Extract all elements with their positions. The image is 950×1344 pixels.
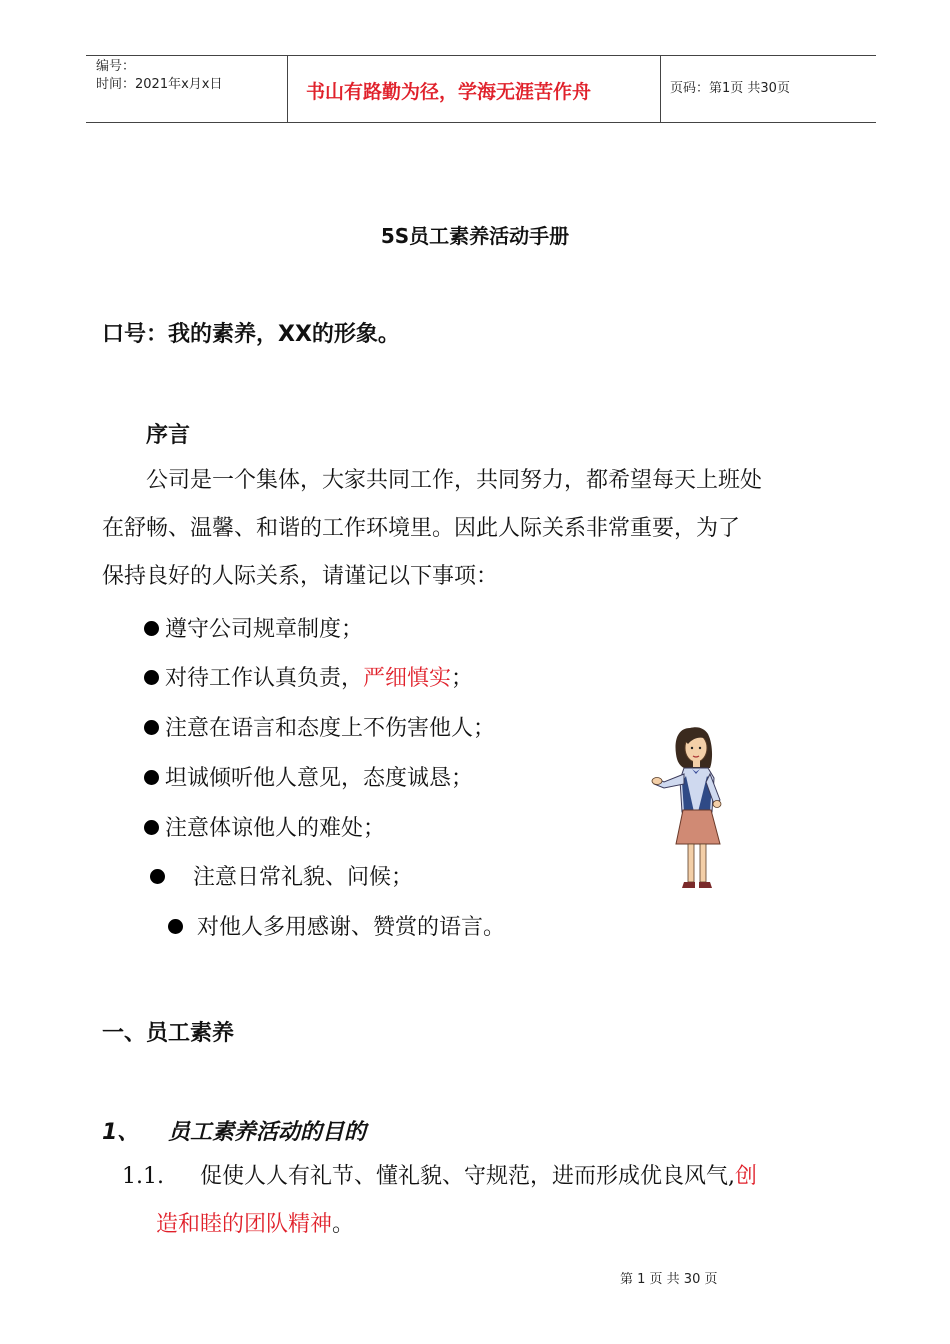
bullet-item: 对待工作认真负责，严细慎实； <box>144 664 473 694</box>
page-footer: 第 1 页 共 30 页 <box>620 1272 718 1287</box>
slogan: 口号：我的素养，XX的形象。 <box>102 322 400 347</box>
subsection-title: 员工素养活动的目的 <box>168 1120 367 1145</box>
header-number-label: 编号： <box>96 59 136 74</box>
header-divider-right <box>660 55 661 123</box>
document-title: 5S员工素养活动手册 <box>380 224 570 248</box>
item-number: 1.1. <box>122 1164 164 1189</box>
bullet-dot-icon <box>144 720 159 735</box>
item-text-line-2: 造和睦的团队精神。 <box>156 1212 355 1237</box>
bullet-dot-icon <box>150 869 165 884</box>
item-text-line-1: 促使人人有礼节、懂礼貌、守规范，进而形成优良风气,创 <box>200 1164 758 1189</box>
header-motto: 书山有路勤为径，学海无涯苦作舟 <box>306 81 592 103</box>
bullet-item: 注意在语言和态度上不伤害他人； <box>144 714 495 744</box>
bullet-item: 遵守公司规章制度； <box>144 615 363 645</box>
woman-presenting-icon <box>650 720 745 900</box>
preface-line-2: 在舒畅、温馨、和谐的工作环境里。因此人际关系非常重要，为了 <box>102 516 741 541</box>
bullet-dot-icon <box>144 621 159 636</box>
section-heading-employee-quality: 一、员工素养 <box>102 1021 235 1046</box>
header-bottom-border <box>86 122 876 123</box>
bullet-item: 坦诚倾听他人意见，态度诚恳； <box>144 764 473 794</box>
header-top-border <box>86 55 876 56</box>
bullet-dot-icon <box>144 770 159 785</box>
bullet-item: 注意日常礼貌、问候； <box>150 863 413 893</box>
preface-line-3: 保持良好的人际关系，请谨记以下事项： <box>102 564 499 589</box>
bullet-item: 对他人多用感谢、赞赏的语言。 <box>168 913 505 943</box>
bullet-dot-icon <box>144 670 159 685</box>
header-divider-left <box>287 55 288 123</box>
preface-line-1: 公司是一个集体，大家共同工作，共同努力，都希望每天上班处 <box>146 468 763 493</box>
header-page-info: 页码：第1页 共30页 <box>670 81 790 96</box>
preface-heading: 序言 <box>146 423 191 448</box>
bullet-item: 注意体谅他人的难处； <box>144 814 385 844</box>
subsection-number: 1、 <box>102 1120 140 1145</box>
header-time-label: 时间：2021年x月x日 <box>96 77 223 92</box>
highlight-text: 严细慎实 <box>363 666 452 691</box>
bullet-dot-icon <box>168 919 183 934</box>
bullet-dot-icon <box>144 820 159 835</box>
